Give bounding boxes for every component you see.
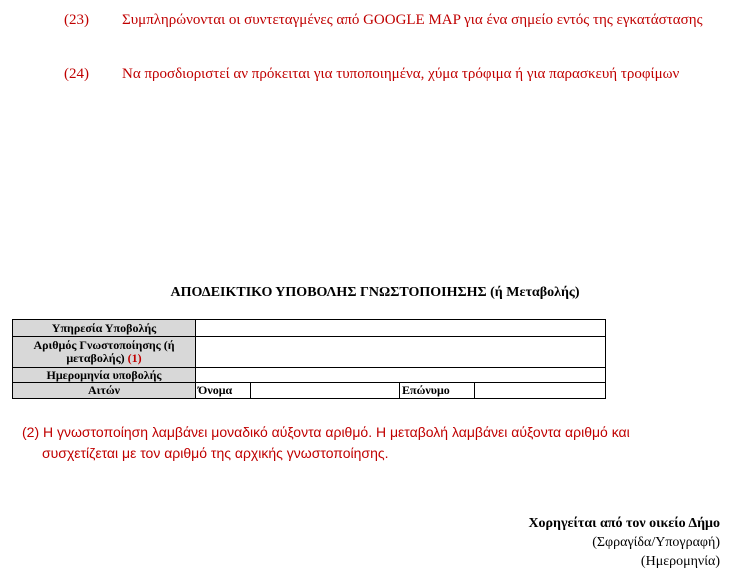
note-text: Συμπληρώνονται οι συντεταγμένες από GOOGLE MAP για ένα σημείο εντός της εγκατάστασης [122, 12, 703, 28]
number-label-text: Αριθμός Γνωστοποίησης (ή μεταβολής) [33, 338, 175, 365]
last-name-label: Επώνυμο [400, 383, 475, 398]
note-24 [64, 64, 716, 85]
service-field[interactable] [196, 320, 606, 337]
first-name-field[interactable] [251, 383, 400, 398]
issued-by: Χορηγείται από τον οικείο Δήμο [528, 516, 720, 531]
signature-block [528, 514, 720, 571]
first-name-label: Όνομα [196, 383, 251, 398]
note-text: Να προσδιοριστεί αν πρόκειται για τυποποιημένα, χύμα τρόφιμα ή για παρασκευή τροφίμων [122, 66, 680, 82]
date-field[interactable] [196, 368, 606, 383]
stamp-signature: (Σφραγίδα/Υπογραφή) [592, 535, 720, 550]
last-name-field[interactable] [475, 383, 606, 398]
footnote-2-line2: συσχετίζεται με τον αριθμό της αρχικής γνωστοποίησης. [42, 445, 389, 461]
footnote-ref: (1) [127, 351, 142, 365]
number-label [13, 337, 196, 368]
number-field[interactable] [196, 337, 606, 368]
note-number: (24) [64, 66, 89, 82]
footnote-2-line1: (2) Η γνωστοποίηση λαμβάνει μοναδικό αύξοντα αριθμό. Η μεταβολή λαμβάνει αύξοντα αριθμό και [22, 424, 630, 440]
applicant-label: Αιτών [13, 383, 196, 399]
service-label: Υπηρεσία Υποβολής [13, 320, 196, 337]
certificate-title: ΑΠΟΔΕΙΚΤΙΚΟ ΥΠΟΒΟΛΗΣ ΓΝΩΣΤΟΠΟΙΗΣΗΣ (ή Μεταβολής) [170, 285, 580, 300]
signature-date: (Ημερομηνία) [640, 554, 720, 569]
footnote-2 [22, 422, 712, 464]
date-label: Ημερομηνία υποβολής [13, 368, 196, 383]
note-23 [64, 10, 716, 31]
submission-form-table [12, 319, 606, 399]
note-number: (23) [64, 12, 89, 28]
applicant-subtable [196, 383, 605, 398]
applicant-field [196, 383, 606, 399]
